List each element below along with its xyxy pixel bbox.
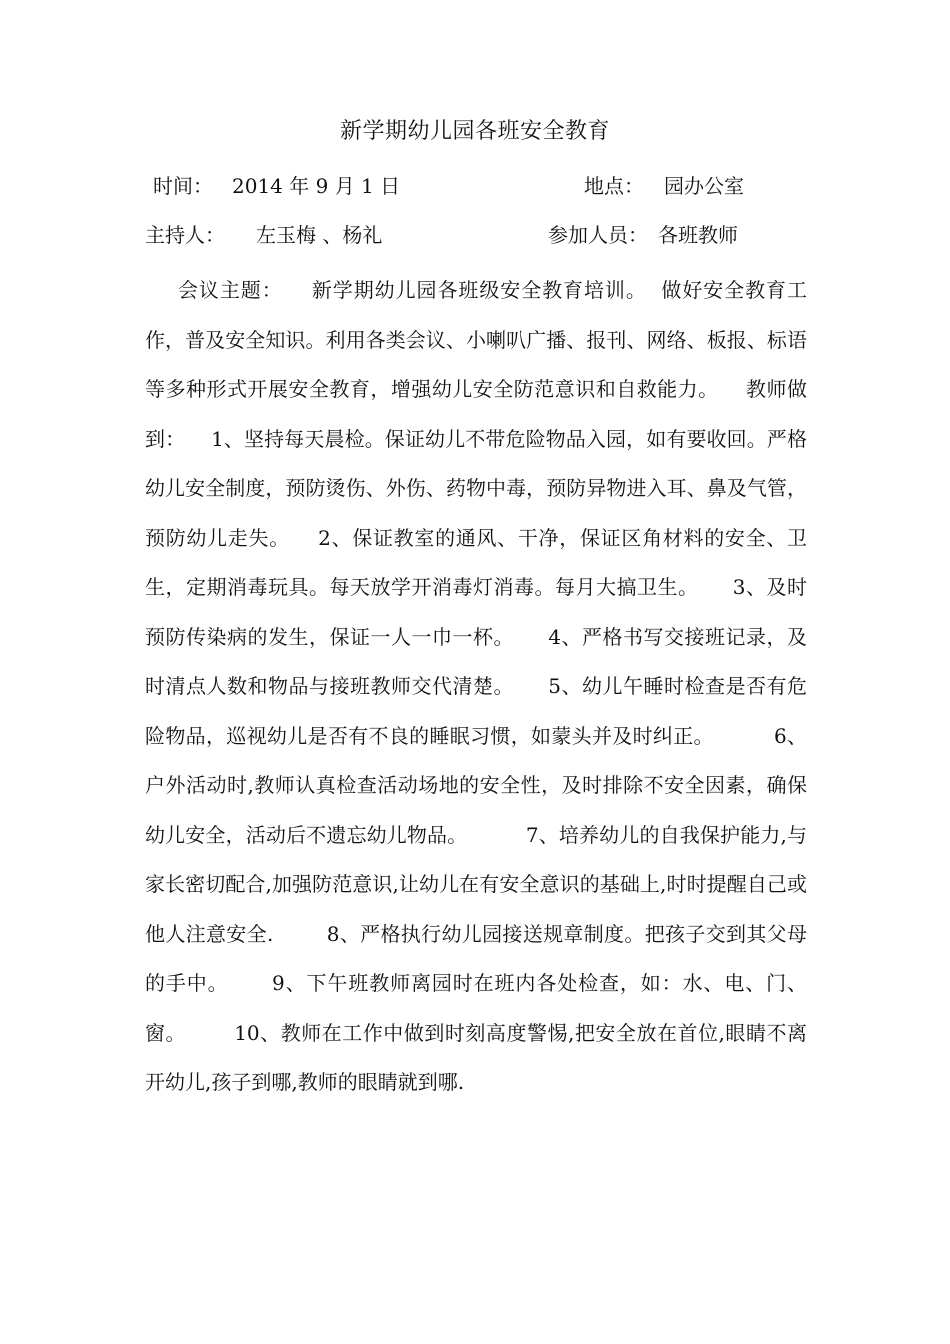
location-value: 园办公室 xyxy=(664,174,744,198)
location-label: 地点： xyxy=(584,174,644,198)
participants-value: 各班教师 xyxy=(658,223,738,247)
host-label: 主持人： xyxy=(145,223,225,247)
document-title: 新学期幼儿园各班安全教育 xyxy=(339,119,610,144)
host-value: 左玉梅 、杨礼 xyxy=(256,223,383,247)
time-label: 时间： xyxy=(153,174,213,198)
time-value: 2014 年 9 月 1 日 xyxy=(232,174,401,198)
meeting-content: 会议主题： 新学期幼儿园各班级安全教育培训。 做好安全教育工作，普及安全知识。利用各类会议、小喇叭广播、报刊、网络、板报、标语等多种形式开展安全教育，增强幼儿安全防范意识和自救能力。 教师做到： 1、坚持每天晨检。保证幼儿不带危险物品入园，如有要收回。严格幼儿安全制度，预防烫伤、外伤、药物中毒，预防异物进入耳、鼻及气管，预防幼儿走失。 2、保证教室的通风、干净，保证区角材料的安全、卫生，定期消毒玩具。每天放学开消毒灯消毒。每月大搞卫生。 3、及时预防传染病的发生，保证一人一巾一杯。 4、严格书写交接班记录，及时清点人数和物品与接班教师交代清楚。 5、幼儿午睡时检查是否有危险物品，巡视幼儿是否有不良的睡眠习惯，如蒙头并及时纠正。 6、户外活动时,教师认真检查活动场地的安全性，及时排除不安全因素，确保幼儿安全，活动后不遗忘幼儿物品。 7、培养幼儿的自我保护能力,与家长密切配合,加强防范意识,让幼儿在有安全意识的基础上,时时提醒自己或他人注意安全. 8、严格执行幼儿园接送规章制度。把孩子交到其父母的手中。 9、下午班教师离园时在班内各处检查，如：水、电、门、窗。 10、教师在工作中做到时刻高度警惕,把安全放在首位,眼睛不离开幼儿,孩子到哪,教师的眼睛就到哪. xyxy=(145,278,807,1094)
participants-label: 参加人员： xyxy=(548,223,648,247)
